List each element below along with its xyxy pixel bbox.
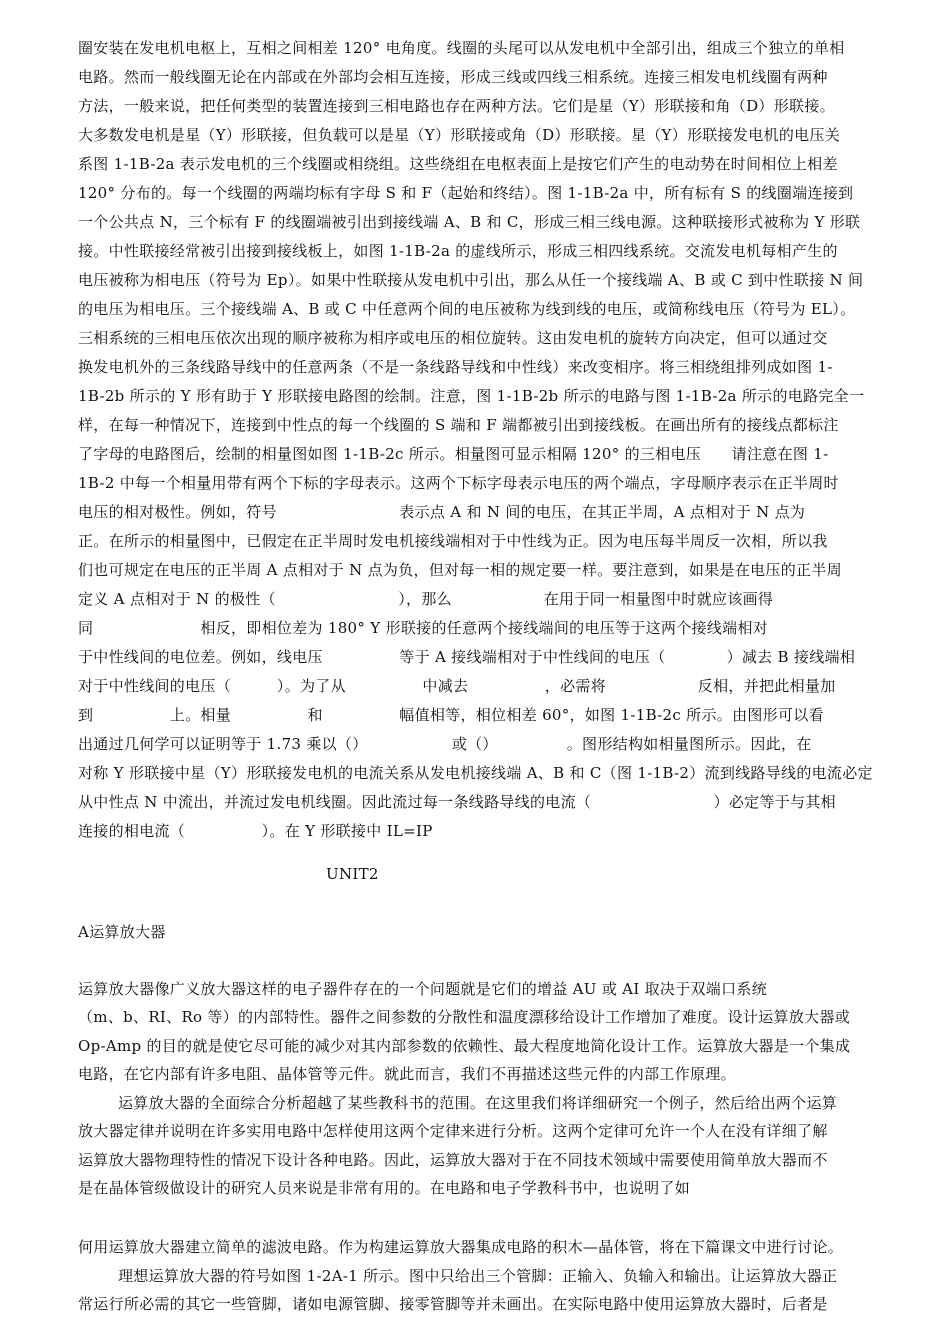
text-line: 正。在所示的相量图中，已假定在正半周时发电机接线端相对于中性线为正。因为电压每半周反一次相，所以我 (78, 532, 828, 550)
text-line: 圈安装在发电机电枢上，互相之间相差 120° 电角度。线圈的头尾可以从发电机中全部引出，组成三个独立的单相 (78, 39, 845, 57)
text-line: 120° 分布的。每一个线圈的两端均标有字母 S 和 F（起始和终结）。图 1-1B-2a 中，所有标有 S 的线圈端连接到 (78, 184, 854, 202)
text-line: 对于中性线间的电压（ ）。为了从 中减去 ，必需将 反相，并把此相量加 (78, 677, 836, 695)
text-line: 理想运算放大器的符号如图 1-2A-1 所示。图中只给出三个管脚：正输入、负输入和输出。让运算放大器正 (118, 1267, 838, 1285)
text-line: 连接的相电流（ ）。在 Y 形联接中 IL=IP (78, 822, 433, 840)
text-line: 对称 Y 形联接中星（Y）形联接发电机的电流关系从发电机接线端 A、B 和 C（图 1-1B-2）流到线路导线的电流必定 (78, 764, 873, 782)
text-line: 方法，一般来说，把任何类型的装置连接到三相电路也存在两种方法。它们是星（Y）形联接和角（D）形联接。 (78, 97, 835, 115)
text-line: 1B-2 中每一个相量用带有两个下标的字母表示。这两个下标字母表示电压的两个端点，字母顺序表示在正半周时 (78, 474, 839, 492)
text-line: 样，在每一种情况下，连接到中性点的每一个线圈的 S 端和 F 端都被引出到接线板。在画出所有的接线点都标注 (78, 416, 839, 434)
text-line: 出通过几何学可以证明等于 1.73 乘以（） 或（） 。图形结构如相量图所示。因此，在 (78, 735, 812, 753)
text-line: 电路，在它内部有许多电阻、晶体管等元件。就此而言，我们不再描述这些元件的内部工作原理。 (78, 1065, 736, 1083)
text-line: 于中性线间的电位差。例如，线电压 等于 A 接线端相对于中性线间的电压（ ）减去 B 接线端相 (78, 648, 856, 666)
text-line: 系图 1-1B-2a 表示发电机的三个线圈或相绕组。这些绕组在电枢表面上是按它们产生的电动势在时间相位上相差 (78, 155, 838, 173)
text-line: 的电压为相电压。三个接线端 A、B 或 C 中任意两个间的电压被称为线到线的电压，或简称线电压（符号为 EL）。 (78, 300, 856, 318)
text-line: 运算放大器物理特性的情况下设计各种电路。因此，运算放大器对于在不同技术领域中需要使用简单放大器而不 (78, 1151, 828, 1169)
text-line: Op-Amp 的目的就是使它尽可能的减少对其内部参数的依赖性、最大程度地简化设计工作。运算放大器是一个集成 (78, 1037, 851, 1055)
text-line: （m、b、RI、Ro 等）的内部特性。器件之间参数的分散性和温度漂移给设计工作增加了难度。设计运算放大器或 (78, 1008, 851, 1026)
text-line: 一个公共点 N，三个标有 F 的线圈端被引出到接线端 A、B 和 C，形成三相三线电源。这种联接形式被称为 Y 形联 (78, 213, 861, 231)
text-line: 们也可规定在电压的正半周 A 点相对于 N 点为负，但对每一相的规定要一样。要注意到，如果是在电压的正半周 (78, 561, 842, 579)
text-line: 电路。然而一般线圈无论在内部或在外部均会相互连接，形成三线或四线三相系统。连接三相发电机线圈有两种 (78, 68, 828, 86)
text-line: 接。中性联接经常被引出接到接线板上，如图 1-1B-2a 的虚线所示，形成三相四线系统。交流发电机每相产生的 (78, 242, 838, 260)
text-line: 到 上。相量 和 幅值相等，相位相差 60°，如图 1-1B-2c 所示。由图形可以看 (78, 706, 824, 724)
text-line: 定义 A 点相对于 N 的极性（ ），那么 在用于同一相量图中时就应该画得 (78, 590, 774, 608)
text-line: 是在晶体管级做设计的研究人员来说是非常有用的。在电路和电子学教科书中，也说明了如 (78, 1179, 691, 1197)
text-line: 运算放大器像广义放大器这样的电子器件存在的一个问题就是它们的增益 AU 或 AI 取决于双端口系统 (78, 980, 768, 998)
text-line: 从中性点 N 中流出，并流过发电机线圈。因此流过每一条线路导线的电流（ ）必定等于与其相 (78, 793, 836, 811)
text-line: 同 相反，即相位差为 180° Y 形联接的任意两个接线端间的电压等于这两个接线端相对 (78, 619, 769, 637)
text-line: 了字母的电路图后，绘制的相量图如图 1-1B-2c 所示。相量图可显示相隔 120° 的三相电压 请注意在图 1- (78, 445, 829, 463)
text-line: 何用运算放大器建立简单的滤波电路。作为构建运算放大器集成电路的积木—晶体管，将在下篇课文中进行讨论。 (78, 1238, 844, 1256)
unit-heading: UNIT2 (326, 865, 379, 883)
text-line: 放大器定律并说明在许多实用电路中怎样使用这两个定律来进行分析。这两个定律可允许一个人在没有详细了解 (78, 1122, 828, 1140)
text-line: 三相系统的三相电压依次出现的顺序被称为相序或电压的相位旋转。这由发电机的旋转方向决定，但可以通过交 (78, 329, 828, 347)
text-line: 运算放大器的全面综合分析超越了某些教科书的范围。在这里我们将详细研究一个例子，然后给出两个运算 (118, 1094, 838, 1112)
text-line: 电压被称为相电压（符号为 Ep）。如果中性联接从发电机中引出，那么从任一个接线端 A、B 或 C 到中性联接 N 间 (78, 271, 864, 289)
text-line: 电压的相对极性。例如，符号 表示点 A 和 N 间的电压，在其正半周，A 点相对于 N 点为 (78, 503, 806, 521)
text-line: 常运行所必需的其它一些管脚，诸如电源管脚、接零管脚等并未画出。在实际电路中使用运算放大器时，后者是 (78, 1295, 828, 1313)
text-line: 大多数发电机是星（Y）形联接，但负载可以是星（Y）形联接或角（D）形联接。星（Y）形联接发电机的电压关 (78, 126, 841, 144)
section-heading: A运算放大器 (78, 923, 166, 941)
text-line: 1B-2b 所示的 Y 形有助于 Y 形联接电路图的绘制。注意，图 1-1B-2b 所示的电路与图 1-1B-2a 所示的电路完全一 (78, 387, 865, 405)
text-line: 换发电机外的三条线路导线中的任意两条（不是一条线路导线和中性线）来改变相序。将三相绕组排列成如图 1- (78, 358, 833, 376)
